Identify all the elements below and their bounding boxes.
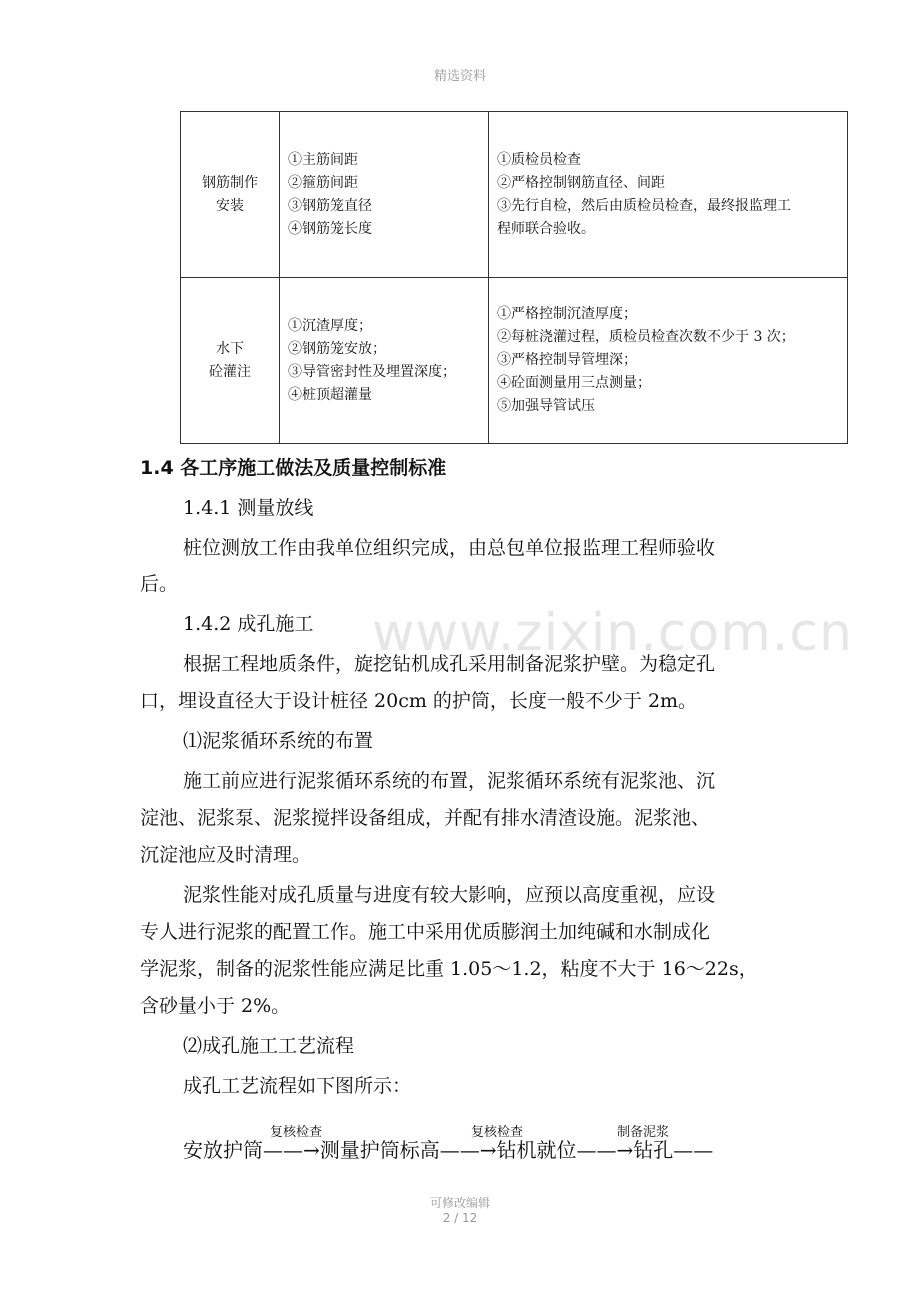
control-point: ④钢筋笼长度 [288,220,372,237]
paragraph-line: 沉淀池应及时清理。 [140,844,312,866]
measures-cell [489,278,848,444]
paragraph-line: 含砂量小于 2%。 [140,995,291,1017]
flow-line: 安放护筒——→测量护筒标高——→钻机就位——→钻孔—— [183,1138,714,1162]
header-note: 精选资料 [433,69,486,84]
measure: ④砼面测量用三点测量； [497,375,651,391]
quality-control-table [180,111,848,444]
list-item-title: ⑵成孔施工工艺流程 [183,1035,355,1057]
control-point: ①沉渣厚度； [288,317,372,334]
measure: ①严格控制沉渣厚度； [497,306,637,322]
item-cell [181,112,280,278]
measure: ②每桩浇灌过程，质检员检查次数不少于 3 次； [497,329,795,345]
flow-label: 复核检查 [471,1125,524,1140]
control-point: ③导管密封性及埋置深度； [288,363,456,380]
control-point: ③钢筋笼直径 [288,197,372,214]
section-heading: 1.4 各工序施工做法及质量控制标准 [140,457,447,479]
measure: ⑤加强导管试压 [497,398,595,414]
control-point: ①主筋间距 [288,151,358,168]
control-point: ④桩顶超灌量 [288,386,372,403]
list-item-title: ⑴泥浆循环系统的布置 [183,730,374,752]
measures-cell [489,112,848,278]
item-cell [181,278,280,444]
paragraph-line: 成孔工艺流程如下图所示： [183,1075,412,1097]
control-point: ②钢筋笼安放； [288,340,386,357]
paragraph-line: 口，埋设直径大于设计桩径 20cm 的护筒，长度一般不少于 2m。 [140,690,698,712]
measure: ②严格控制钢筋直径、间距 [497,174,665,191]
paragraph-line: 泥浆性能对成孔质量与进度有较大影响，应预以高度重视，应设 [183,884,716,906]
flow-label: 制备泥浆 [617,1125,670,1140]
flow-label: 复核检查 [270,1125,323,1140]
item-text: 砼灌注 [209,363,251,380]
measure: ③严格控制导管埋深； [497,352,637,368]
control-points-cell [280,278,489,444]
subsection-title: 1.4.1 测量放线 [183,497,314,519]
paragraph-line: 根据工程地质条件，旋挖钻机成孔采用制备泥浆护壁。为稳定孔 [183,653,716,675]
control-point: ②箍筋间距 [288,174,358,191]
paragraph-line: 后。 [140,573,179,595]
measure: ①质检员检查 [497,151,581,168]
item-text: 安装 [216,197,244,214]
subsection-title: 1.4.2 成孔施工 [183,613,314,635]
measure: ③先行自检，然后由质检员检查，最终报监理工 [497,197,791,214]
page-number: 2 / 12 [442,1211,478,1225]
item-text: 钢筋制作 [202,174,258,191]
paragraph-line: 淀池、泥浆泵、泥浆搅拌设备组成，并配有排水清渣设施。泥浆池、 [140,807,711,829]
paragraph-line: 专人进行泥浆的配置工作。施工中采用优质膨润土加纯碱和水制成化 [140,921,711,943]
footer-editable-note: 可修改编辑 [429,1196,490,1210]
control-points-cell [280,112,489,278]
watermark: www.zixin.com.cn [372,603,853,663]
table-row [181,112,848,278]
paragraph-line: 学泥浆，制备的泥浆性能应满足比重 1.05～1.2，粘度不大于 16～22s， [140,958,758,980]
table-row [181,278,848,444]
item-text: 水下 [216,340,244,357]
paragraph-line: 施工前应进行泥浆循环系统的布置，泥浆循环系统有泥浆池、沉 [183,770,716,792]
paragraph-line: 桩位测放工作由我单位组织完成，由总包单位报监理工程师验收 [183,537,716,559]
measure: 程师联合验收。 [497,220,595,237]
